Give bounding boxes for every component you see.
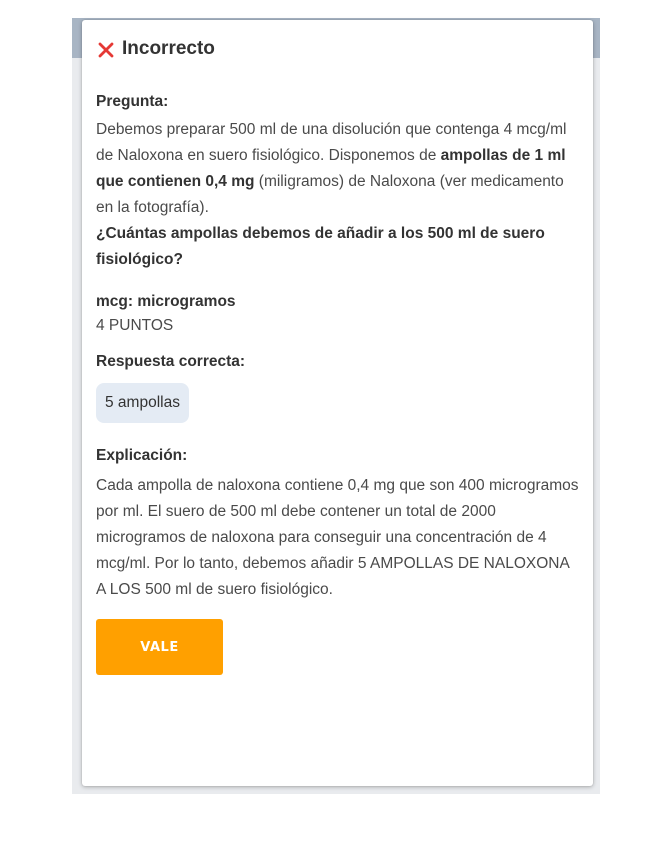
question-label: Pregunta: xyxy=(96,93,169,110)
dialog-title: Incorrecto xyxy=(122,38,215,59)
close-icon xyxy=(96,40,116,60)
ok-button[interactable]: VALE xyxy=(96,619,223,675)
dialog-header xyxy=(96,20,579,78)
units-note: mcg: microgramos xyxy=(96,293,236,310)
result-dialog xyxy=(82,20,593,786)
question-text: Debemos preparar 500 ml de una disolución que contenga 4 mcg/ml de Naloxona en suero fisiológico. Disponemos de ampollas de 1 ml que contienen 0,4 mg (miligramos) de Naloxona (ver medicamento en la fotografía). ¿Cuántas ampollas debemos de añadir a los 500 ml de suero fisiológico? xyxy=(96,121,567,268)
correct-answer-chip: 5 ampollas xyxy=(96,383,189,423)
points-text: 4 PUNTOS xyxy=(96,317,174,334)
explanation-label: Explicación: xyxy=(96,447,188,464)
explanation-text: Cada ampolla de naloxona contiene 0,4 mg que son 400 microgramos por ml. El suero de 500 ml debe contener un total de 2000 microgramos de naloxona para conseguir una concentración de 4 mcg/ml. Por lo tanto, debemos añadir 5 AMPOLLAS DE NALOXONA A LOS 500 ml de suero fisiológico. xyxy=(96,477,579,598)
correct-answer-label: Respuesta correcta: xyxy=(96,353,246,370)
